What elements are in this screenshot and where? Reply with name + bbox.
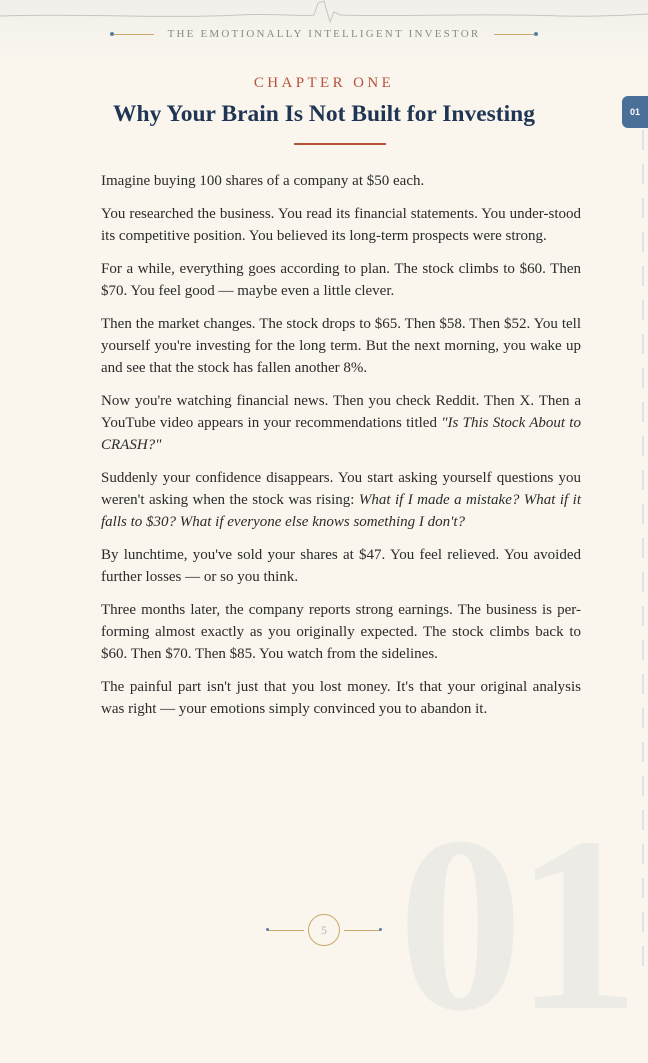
chapter-watermark-number: 01 [398, 786, 632, 1063]
chapter-body [101, 170, 581, 731]
emphasis: What if I made a mistake? What if it falls to $30? What if everyone else knows something I don't? [101, 492, 581, 530]
page-edge-dashes [642, 130, 644, 972]
page-number: 5 [308, 914, 340, 946]
ornament-line-left [112, 34, 154, 35]
chapter-tab[interactable]: 01 [622, 96, 648, 128]
paragraph: Suddenly your confidence disappears. You start asking yourself questions you weren't asking when the stock was rising: What if I made a mistake? What if it falls to $30? What if everyone else knows something I don't? [101, 470, 581, 530]
emphasis: "Is This Stock About to CRASH?" [101, 415, 581, 453]
footer-ornament-right [344, 930, 380, 931]
paragraph: You researched the business. You read its financial statements. You under-stood its competitive position. You believed its long-term prospects were strong. [101, 206, 581, 244]
paragraph: Imagine buying 100 shares of a company at $50 each. [101, 173, 425, 189]
ornament-line-right [494, 34, 536, 35]
paragraph: Then the market changes. The stock drops to $65. Then $58. Then $52. You tell yourself you're investing for the long term. But the next morning, you wake up and see that the stock has fallen another 8%. [101, 316, 581, 376]
paragraph: The painful part isn't just that you lost money. It's that your original analysis was right — your emotions simply convinced you to abandon it. [101, 679, 581, 717]
paragraph: Now you're watching financial news. Then you check Reddit. Then X. Then a YouTube video appears in your recommendations titled "Is This Stock About to CRASH?" [101, 393, 581, 453]
title-underline [294, 143, 386, 145]
paragraph: Three months later, the company reports strong earnings. The business is per-forming almost exactly as you originally expected. The stock climbs back to $60. Then $70. Then $85. You watch from the sidelines. [101, 602, 581, 662]
page-footer [0, 914, 648, 946]
chapter-title: Why Your Brain Is Not Built for Investing [113, 101, 535, 127]
pulse-line-ornament [0, 0, 648, 30]
paragraph: For a while, everything goes according to plan. The stock climbs to $60. Then $70. You feel good — maybe even a little clever. [101, 261, 581, 299]
footer-ornament-left [268, 930, 304, 931]
paragraph: By lunchtime, you've sold your shares at $47. You feel relieved. You avoided further losses — or so you think. [101, 547, 581, 585]
running-head [0, 28, 648, 40]
running-title: THE EMOTIONALLY INTELLIGENT INVESTOR [167, 28, 481, 40]
chapter-label: CHAPTER ONE [253, 75, 395, 91]
